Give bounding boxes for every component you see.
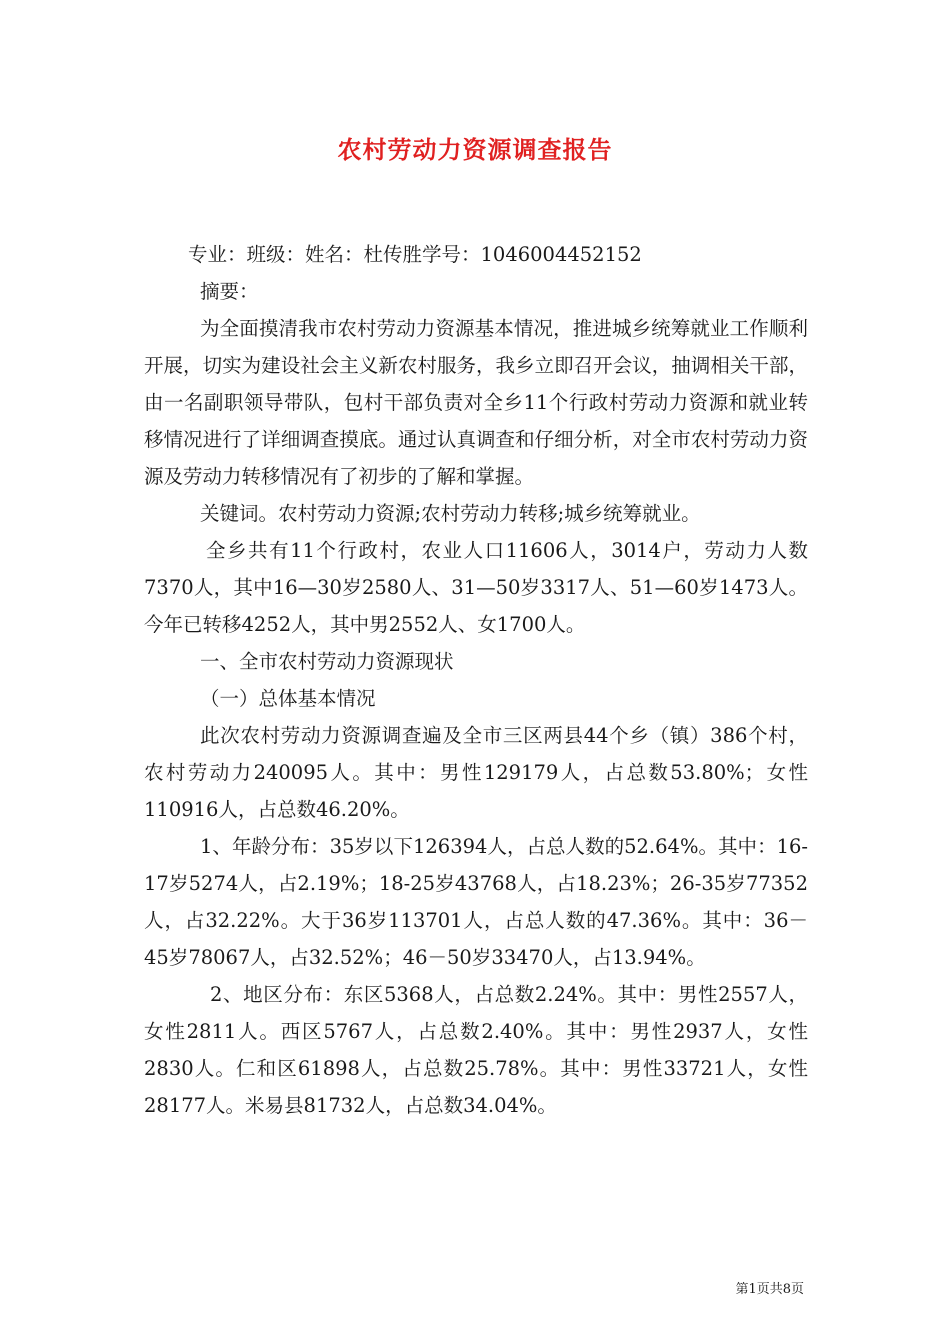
age-distribution-paragraph: 1、年龄分布：35岁以下126394人，占总人数的52.64%。其中：16-17岁5274人，占2.19%；18-25岁43768人，占18.23%；26-35岁77352人，占32.22%。大于36岁113701人，占总人数的47.36%。其中：36－45岁78067人，占32.52%；46－50岁33470人，占13.94%。 <box>144 835 808 969</box>
subsection-heading: （一）总体基本情况 <box>200 687 376 710</box>
document-title: 农村劳动力资源调查报告 <box>337 135 613 164</box>
document-body <box>144 236 808 1124</box>
overall-paragraph: 此次农村劳动力资源调查遍及全市三区两县44个乡（镇）386个村，农村劳动力240095人。其中：男性129179人，占总数53.80%；女性110916人，占总数46.20%。 <box>144 724 808 821</box>
abstract-paragraph: 为全面摸清我市农村劳动力资源基本情况，推进城乡统筹就业工作顺利开展，切实为建设社会主义新农村服务，我乡立即召开会议，抽调相关干部，由一名副职领导带队，包村干部负责对全乡11个行政村劳动力资源和就业转移情况进行了详细调查摸底。通过认真调查和仔细分析，对全市农村劳动力资源及劳动力转移情况有了初步的了解和掌握。 <box>144 317 808 488</box>
region-distribution-paragraph: 2、地区分布：东区5368人，占总数2.24%。其中：男性2557人，女性2811人。西区5767人，占总数2.40%。其中：男性2937人，女性2830人。仁和区61898人，占总数25.78%。其中：男性33721人，女性28177人。米易县81732人，占总数34.04%。 <box>144 983 808 1117</box>
keywords-line: 关键词。农村劳动力资源;农村劳动力转移;城乡统筹就业。 <box>200 502 701 525</box>
author-line: 专业：班级：姓名：杜传胜学号：1046004452152 <box>188 243 642 266</box>
summary-paragraph: 全乡共有11个行政村，农业人口11606人，3014户，劳动力人数7370人，其中16—30岁2580人、31—50岁3317人、51—60岁1473人。今年已转移4252人，其中男2552人、女1700人。 <box>144 539 808 636</box>
section-heading: 一、全市农村劳动力资源现状 <box>200 650 454 673</box>
abstract-label: 摘要： <box>200 280 259 303</box>
page-indicator: 第1页共8页 <box>735 1282 804 1297</box>
